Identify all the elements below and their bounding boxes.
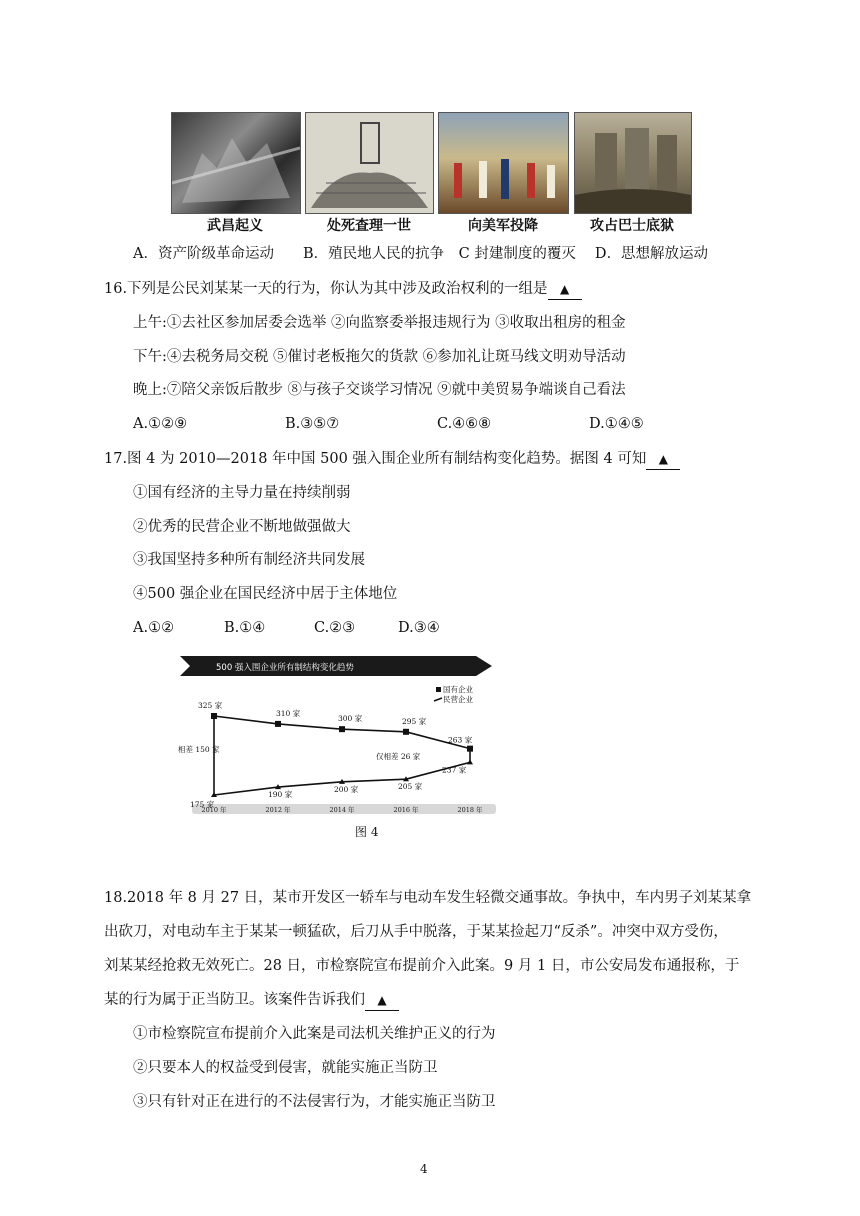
- painting-picture: [439, 113, 568, 213]
- q16-option-c: C.④⑥⑧: [437, 416, 492, 432]
- image-caption-2: 处死查理一世: [327, 218, 411, 234]
- wuchang-uprising-image: [171, 112, 301, 214]
- legend-entry: 民营企业: [443, 695, 473, 704]
- state-data-label: 325 家: [198, 701, 223, 710]
- q17-item-1: ①国有经济的主导力量在持续削弱: [133, 485, 351, 501]
- state-data-label: 263 家: [448, 735, 473, 745]
- legend-entry: 国有企业: [443, 685, 473, 694]
- chart-svg: [176, 652, 500, 820]
- q16-option-d: D.①④⑤: [589, 416, 644, 432]
- q17-item-2: ②优秀的民营企业不断地做强做大: [133, 519, 351, 535]
- figure-caption: 图 4: [355, 825, 379, 839]
- q17-option-d: D.③④: [398, 620, 440, 636]
- q17-stem: [104, 449, 680, 470]
- fortress-picture: [575, 113, 691, 213]
- state-data-label: 295 家: [402, 716, 427, 726]
- q16-evening: 晚上:⑦陪父亲饭后散步 ⑧与孩子交谈学习情况 ⑨就中美贸易争端谈自己看法: [133, 382, 626, 398]
- bastille-image: [574, 112, 692, 214]
- state-point: [339, 726, 345, 732]
- execution-charles-image: [305, 112, 434, 214]
- image-caption-3: 向美军投降: [468, 218, 538, 234]
- chart-marks: [178, 684, 496, 814]
- state-data-label: 310 家: [276, 708, 301, 718]
- q18-line-2: 出砍刀，对电动车主于某某一顿猛砍，后刀从手中脱落，于某某捡起刀“反杀”。冲突中双方受伤，: [104, 924, 728, 940]
- legend-marker-state: [436, 687, 441, 692]
- private-data-label: 200 家: [334, 784, 359, 794]
- legend-marker-private: [434, 698, 442, 701]
- q16-afternoon: 下午:④去税务局交税 ⑤催讨老板拖欠的货款 ⑥参加礼让斑马线文明劝导活动: [133, 349, 626, 365]
- q18-line-1: 18.2018 年 8 月 27 日，某市开发区一轿车与电动车发生轻微交通事故。争执中，车内男子刘某某拿: [104, 890, 752, 906]
- relief-sculpture-picture: [172, 113, 300, 213]
- q18-item-2: ②只要本人的权益受到侵害，就能实施正当防卫: [133, 1060, 438, 1076]
- image-caption-1: 武昌起义: [207, 218, 263, 234]
- engraving-picture: [306, 113, 433, 213]
- q16-answer-blank: ▲: [548, 279, 582, 300]
- q17-item-4: ④500 强企业在国民经济中居于主体地位: [133, 586, 398, 602]
- q16-stem-text: 16.下列是公民刘某某一天的行为，你认为其中涉及政治权利的一组是: [104, 281, 548, 297]
- q17-answer-blank: ▲: [646, 449, 680, 470]
- q18-item-3: ③只有针对正在进行的不法侵害行为，才能实施正当防卫: [133, 1094, 496, 1110]
- x-tick-label: 2012 年: [265, 806, 291, 814]
- q16-stem: [104, 279, 582, 300]
- state-point: [275, 721, 281, 727]
- state-point: [403, 729, 409, 735]
- page-number: 4: [420, 1162, 428, 1176]
- x-tick-label: 2010 年: [201, 806, 227, 814]
- ownership-chart: [176, 652, 500, 820]
- private-data-label: 237 家: [442, 765, 467, 775]
- q17-option-c: C.②③: [314, 620, 356, 636]
- q15-options: A．资产阶级革命运动 B．殖民地人民的抗争 C 封建制度的覆灭 D．思想解放运动: [133, 246, 709, 262]
- q17-item-3: ③我国坚持多种所有制经济共同发展: [133, 552, 365, 568]
- private-data-label: 205 家: [398, 782, 423, 792]
- chart-title: 500 强入围企业所有制结构变化趋势: [216, 663, 354, 673]
- q17-stem-text: 17.图 4 为 2010—2018 年中国 500 强入围企业所有制结构变化趋势。据图 4 可知: [104, 451, 647, 467]
- q18-item-1: ①市检察院宣布提前介入此案是司法机关维护正义的行为: [133, 1026, 496, 1042]
- private-data-label: 190 家: [268, 790, 293, 800]
- gap-annotation-2010: 相差 150 家: [178, 745, 220, 754]
- q16-option-a: A.①②⑨: [133, 416, 188, 432]
- q18-line-4: [104, 990, 399, 1011]
- state-data-label: 300 家: [338, 714, 363, 724]
- q16-option-b: B.③⑤⑦: [285, 416, 340, 432]
- q17-option-a: A.①②: [133, 620, 175, 636]
- q17-option-b: B.①④: [224, 620, 266, 636]
- x-tick-label: 2018 年: [457, 806, 483, 814]
- x-tick-label: 2016 年: [393, 806, 419, 814]
- q18-answer-blank: ▲: [365, 990, 399, 1011]
- image-caption-4: 攻占巴士底狱: [590, 218, 674, 234]
- private-data-label: 175 家: [190, 800, 215, 809]
- gap-annotation-2018: 仅相差 26 家: [376, 752, 421, 761]
- x-tick-label: 2014 年: [329, 806, 355, 814]
- q16-morning: 上午:①去社区参加居委会选举 ②向监察委举报违规行为 ③收取出租房的租金: [133, 315, 626, 331]
- q18-line-3: 刘某某经抢救无效死亡。28 日，市检察院宣布提前介入此案。9 月 1 日，市公安局发布通报称，于: [104, 958, 740, 974]
- q18-line-4-text: 某的行为属于正当防卫。该案件告诉我们: [104, 992, 365, 1008]
- surrender-image: [438, 112, 569, 214]
